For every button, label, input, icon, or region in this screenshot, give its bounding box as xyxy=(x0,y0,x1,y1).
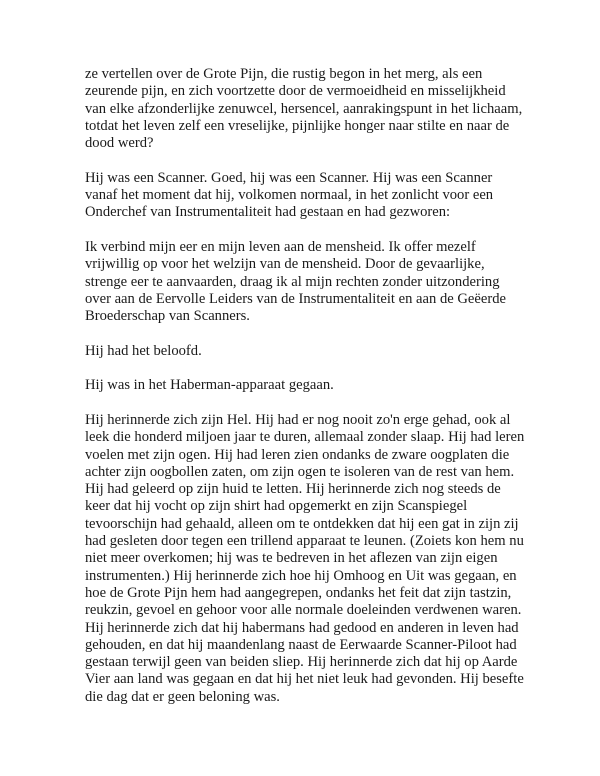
paragraph-1: ze vertellen over de Grote Pijn, die rustig begon in het merg, als een zeurende pijn, en zich voortzette door de vermoeidheid en misselijkheid van elke afzonderlijke zenuwcel, hersencel, aanrakingspunt in het lichaam, totdat het leven zelf een vreselijke, pijnlijke honger naar stilte en naar de dood werd? xyxy=(85,66,523,152)
document-page xyxy=(85,66,525,706)
paragraph-6: Hij herinnerde zich zijn Hel. Hij had er nog nooit zo'n erge gehad, ook al leek die honderd miljoen jaar te duren, allemaal zonder slaap. Hij had leren voelen met zijn ogen. Hij had leren zien ondanks de zware oogplaten die achter zijn oogbollen zaten, om zijn ogen te isoleren van de rest van hem. Hij had geleerd op zijn huid te letten. Hij herinnerde zich nog steeds de keer dat hij vocht op zijn shirt had opgemerkt en zijn Scanspiegel tevoorschijn had gehaald, alleen om te ontdekken dat hij een gat in zijn zij had gesleten door tegen een trillend apparaat te leunen. (Zoiets kon hem nu niet meer overkomen; hij was te bedreven in het aflezen van zijn eigen instrumenten.) Hij herinnerde zich hoe hij Omhoog en Uit was gegaan, en hoe de Grote Pijn hem had aangegrepen, ondanks het feit dat zijn tastzin, reukzin, gevoel en gehoor voor alle normale doeleinden verdwenen waren. Hij herinnerde zich dat hij habermans had gedood en anderen in leven had gehouden, en dat hij maandenlang naast de Eerwaarde Scanner-Piloot had gestaan terwijl geen van beiden sliep. Hij herinnerde zich dat hij op Aarde Vier aan land was gegaan en dat hij het niet leuk had gevonden. Hij besefte die dag dat er geen beloning was. xyxy=(85,411,525,705)
paragraph-5: Hij was in het Haberman-apparaat gegaan. xyxy=(85,377,334,394)
paragraph-2: Hij was een Scanner. Goed, hij was een Scanner. Hij was een Scanner vanaf het moment dat hij, volkomen normaal, in het zonlicht voor een Onderchef van Instrumentaliteit had gestaan en had gezworen: xyxy=(85,169,494,221)
paragraph-4: Hij had het beloofd. xyxy=(85,342,202,359)
oath-paragraph: Ik verbind mijn eer en mijn leven aan de mensheid. Ik offer mezelf vrijwillig op voor het welzijn van de mensheid. Door de gevaarlijke, strenge eer te aanvaarden, draag ik al mijn rechten zonder uitzondering over aan de Eervolle Leiders van de Instrumentaliteit en aan de Geëerde Broederschap van Scanners. xyxy=(85,238,506,325)
